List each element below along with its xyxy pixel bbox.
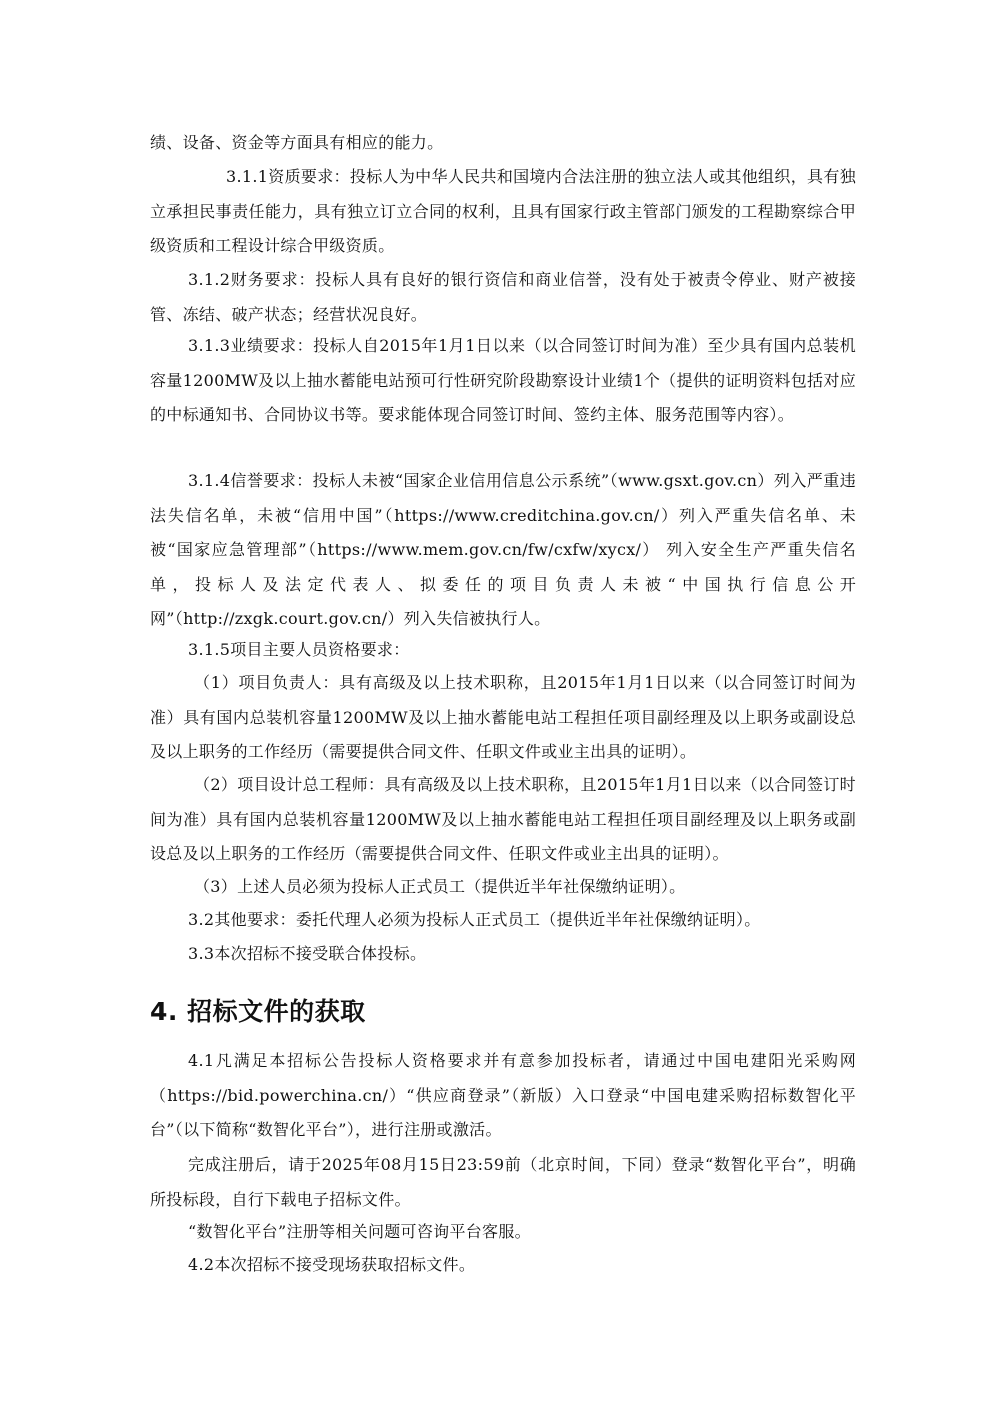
section-4-heading: 4. 招标文件的获取: [150, 997, 366, 1026]
paragraph-3-2-other: 3.2其他要求：委托代理人必须为投标人正式员工（提供近半年社保缴纳证明）。: [188, 910, 761, 929]
paragraph-3-1-2-finance: 3.1.2财务要求：投标人具有良好的银行资信和商业信誉，没有处于被责令停业、财产被接管、冻结、破产状态；经营状况良好。: [150, 270, 856, 324]
list-item-staff-requirement: （3）上述人员必须为投标人正式员工（提供近半年社保缴纳证明）。: [194, 877, 686, 896]
paragraph-3-1-4-credit: 3.1.4信誉要求：投标人未被“国家企业信用信息公示系统”（www.gsxt.gov.cn）列入严重违法失信名单，未被“信用中国”（https://www.creditchina.gov.cn/）列入严重失信名单、未被“国家应急管理部”（https://www.mem.gov.cn/fw/cxfw/xycx/） 列入安全生产严重失信名单，投标人及法定代表人、拟委任的项目负责人未被“中国执行信息公开网”（http://zxgk.court.gov.cn/）列入失信被执行人。: [150, 471, 856, 628]
paragraph-3-1-3-performance: 3.1.3业绩要求：投标人自2015年1月1日以来（以合同签订时间为准）至少具有国内总装机容量1200MW及以上抽水蓄能电站预可行性研究阶段勘察设计业绩1个（提供的证明资料包括对应的中标通知书、合同协议书等。要求能体现合同签订时间、签约主体、服务范围等内容）。: [150, 336, 856, 424]
list-item-chief-design-engineer: （2）项目设计总工程师：具有高级及以上技术职称，且2015年1月1日以来（以合同签订时间为准）具有国内总装机容量1200MW及以上抽水蓄能电站工程担任项目副经理及以上职务或副设总及以上职务的工作经历（需要提供合同文件、任职文件或业主出具的证明）。: [150, 775, 856, 863]
paragraph-registration-deadline: 完成注册后，请于2025年08月15日23:59前（北京时间，下同）登录“数智化平台”，明确所投标段，自行下载电子招标文件。: [150, 1155, 856, 1209]
paragraph-3-1-5-personnel: 3.1.5项目主要人员资格要求：: [188, 640, 410, 659]
paragraph-3-3-consortium: 3.3本次招标不接受联合体投标。: [188, 944, 427, 963]
paragraph-4-1-registration: 4.1凡满足本招标公告投标人资格要求并有意参加投标者，请通过中国电建阳光采购网（https://bid.powerchina.cn/）“供应商登录”（新版）入口登录“中国电建采购招标数智化平台”（以下简称“数智化平台”），进行注册或激活。: [150, 1051, 856, 1139]
paragraph-3-1-1-qualification: 3.1.1资质要求：投标人为中华人民共和国境内合法注册的独立法人或其他组织，具有独立承担民事责任能力，具有独立订立合同的权利，且具有国家行政主管部门颁发的工程勘察综合甲级资质和工程设计综合甲级资质。: [150, 167, 856, 255]
paragraph-intro-tail: 绩、设备、资金等方面具有相应的能力。: [150, 133, 444, 152]
list-item-project-manager: （1）项目负责人：具有高级及以上技术职称，且2015年1月1日以来（以合同签订时间为准）具有国内总装机容量1200MW及以上抽水蓄能电站工程担任项目副经理及以上职务或副设总及以上职务的工作经历（需要提供合同文件、任职文件或业主出具的证明）。: [150, 673, 856, 761]
paragraph-support: “数智化平台”注册等相关问题可咨询平台客服。: [188, 1222, 531, 1241]
paragraph-4-2-onsite: 4.2本次招标不接受现场获取招标文件。: [188, 1255, 476, 1274]
